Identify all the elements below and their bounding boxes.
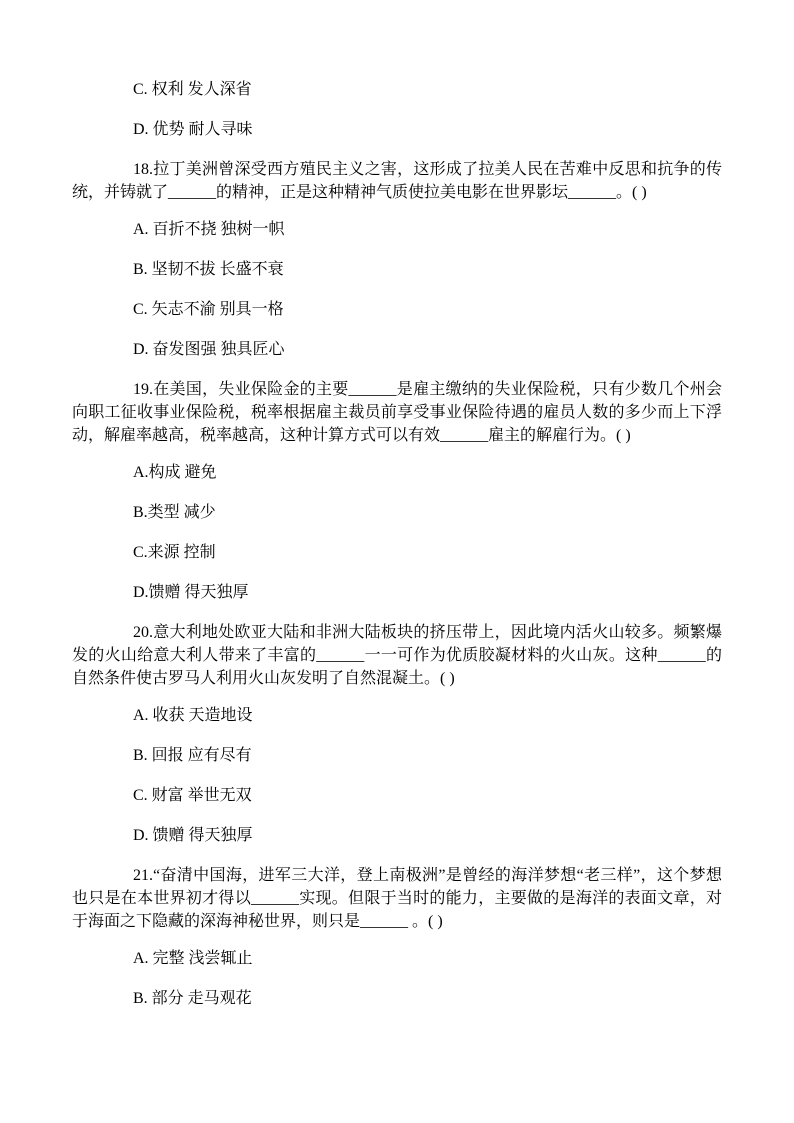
- question-19-stem: 19.在美国，失业保险金的主要______是雇主缴纳的失业保险税，只有少数几个州会向职工征收事业保险税，税率根据雇主裁员前享受事业保险待遇的雇员人数的多少而上下浮动，解雇率越高，税率越高，这种计算方式可以有效______雇主的解雇行为。( ): [72, 381, 722, 444]
- question-21-option-b: B. 部分 走马观花: [133, 990, 252, 1007]
- question-19-option-c: C.来源 控制: [133, 544, 216, 561]
- question-21-option-a: A. 完整 浅尝辄止: [133, 950, 253, 967]
- question-18-option-d: D. 奋发图强 独具匠心: [133, 341, 285, 358]
- question-20-option-c: C. 财富 举世无双: [133, 787, 252, 804]
- question-19-option-a: A.构成 避免: [133, 464, 217, 481]
- question-18-option-a: A. 百折不挠 独树一帜: [133, 221, 285, 238]
- question-20-option-a: A. 收获 天造地设: [133, 707, 253, 724]
- question-18-option-b: B. 坚韧不拔 长盛不衰: [133, 261, 284, 278]
- question-20-stem: 20.意大利地处欧亚大陆和非洲大陆板块的挤压带上，因此境内活火山较多。频繁爆发的火山给意大利人带来了丰富的______一一可作为优质胶凝材料的火山灰。这种______的自然条件使古罗马人利用火山灰发明了自然混凝土。( ): [72, 624, 722, 687]
- question-19-option-d: D.馈赠 得天独厚: [133, 584, 249, 601]
- prev-question-option-d: D. 优势 耐人寻味: [133, 121, 253, 138]
- question-18-option-c: C. 矢志不渝 别具一格: [133, 301, 284, 318]
- question-20-option-b: B. 回报 应有尽有: [133, 747, 252, 764]
- prev-question-option-c: C. 权利 发人深省: [133, 81, 252, 98]
- question-20-option-d: D. 馈赠 得天独厚: [133, 827, 253, 844]
- question-21-stem: 21.“奋清中国海，进军三大洋，登上南极洲”是曾经的海洋梦想“老三样”，这个梦想也只是在本世界初才得以______实现。但限于当时的能力，主要做的是海洋的表面文章，对于海面之下隐藏的深海神秘世界，则只是______ 。( ): [72, 867, 722, 930]
- question-19-option-b: B.类型 减少: [133, 504, 216, 521]
- question-18-stem: 18.拉丁美洲曾深受西方殖民主义之害，这形成了拉美人民在苦难中反思和抗争的传统，并铸就了______的精神，正是这种精神气质使拉美电影在世界影坛______。( ): [72, 161, 722, 201]
